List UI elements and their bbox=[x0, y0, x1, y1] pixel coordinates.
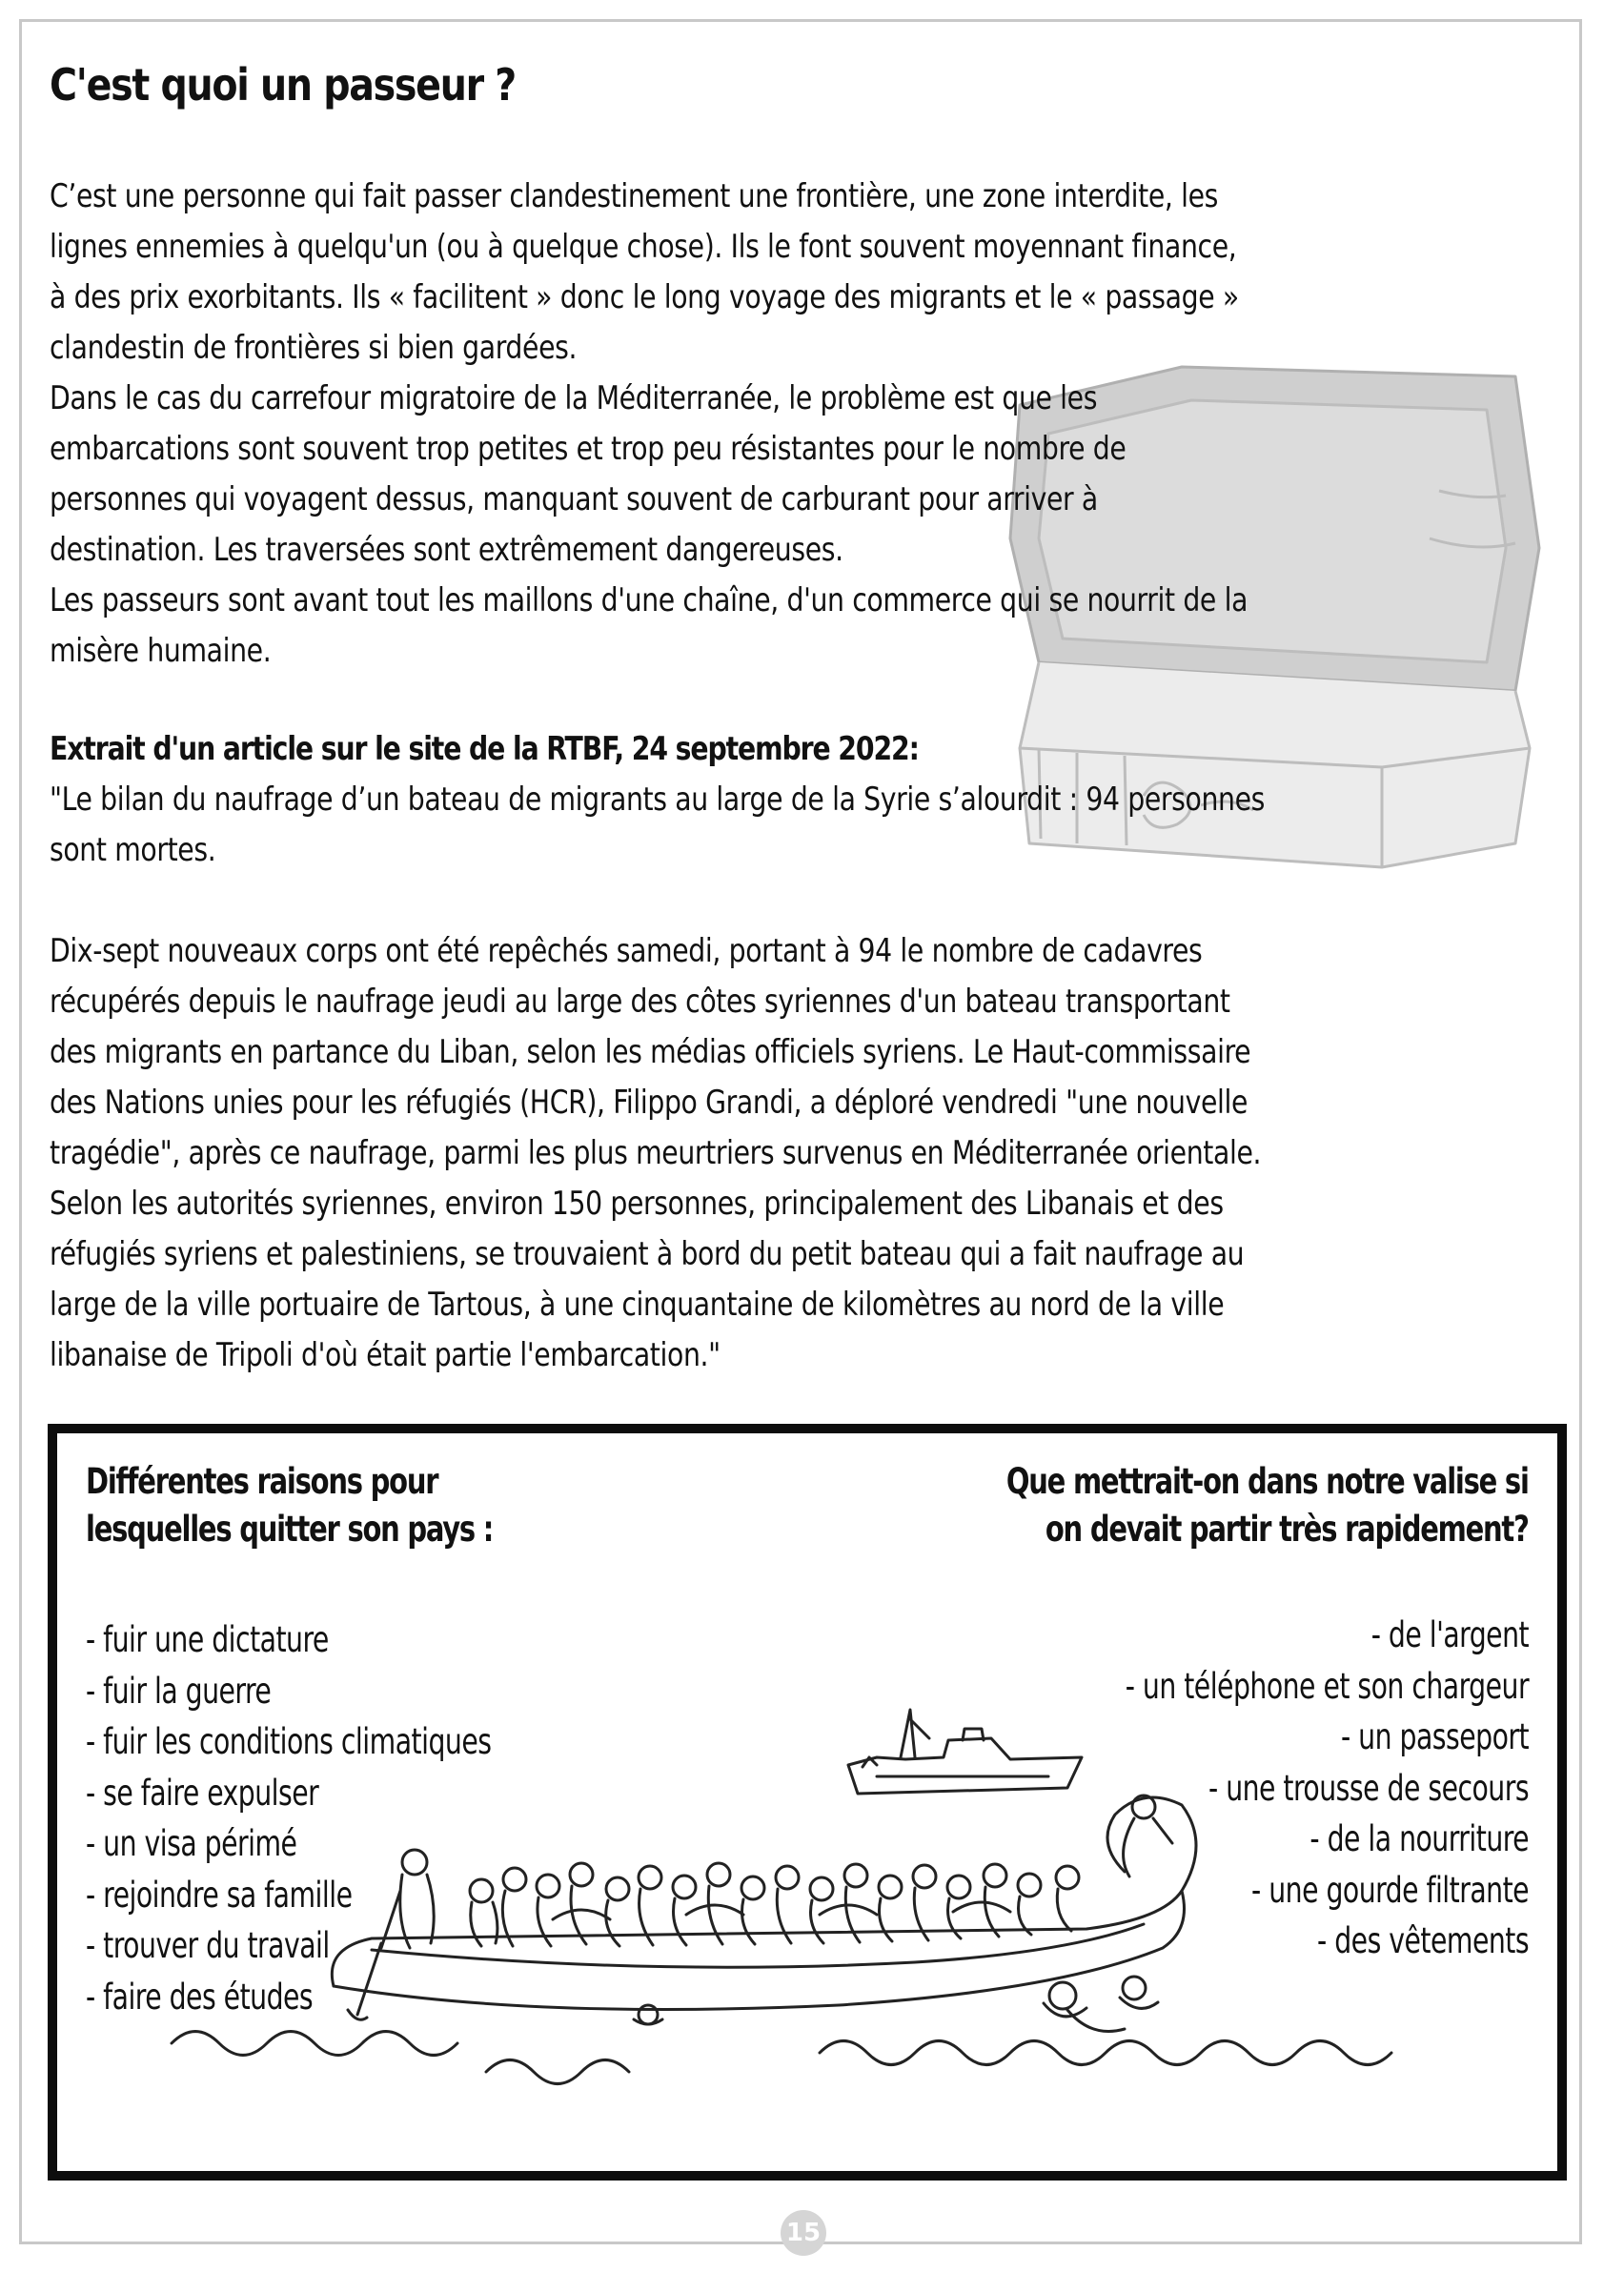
excerpt-body-line: Dix-sept nouveaux corps ont été repêchés samedi, portant à 94 le nombre de cadavres bbox=[50, 932, 1203, 970]
excerpt-body-line: tragédie", après ce naufrage, parmi les plus meurtriers survenus en Méditerranée orientale. bbox=[50, 1134, 1262, 1172]
intro-line: à des prix exorbitants. Ils « facilitent » donc le long voyage des migrants et le « passage » bbox=[50, 278, 1239, 316]
page-title: C'est quoi un passeur ? bbox=[50, 59, 516, 111]
list-item: - rejoindre sa famille bbox=[86, 1874, 353, 1916]
excerpt-body-line: réfugiés syriens et palestiniens, se trouvaient à bord du petit bateau qui a fait naufrage au bbox=[50, 1235, 1245, 1273]
suitcase-heading-line: Que mettrait-on dans notre valise si bbox=[1006, 1461, 1529, 1502]
intro-line: lignes ennemies à quelqu'un (ou à quelque chose). Ils le font souvent moyennant finance, bbox=[50, 228, 1237, 266]
list-item: - fuir une dictature bbox=[86, 1619, 329, 1660]
excerpt-lead-line: sont mortes. bbox=[50, 831, 216, 869]
excerpt-body-line: Selon les autorités syriennes, environ 150 personnes, principalement des Libanais et des bbox=[50, 1185, 1224, 1223]
article-excerpt bbox=[50, 724, 1495, 1381]
list-item: - une trousse de secours bbox=[1208, 1767, 1529, 1809]
list-item: - faire des études bbox=[86, 1976, 314, 2018]
reasons-heading bbox=[86, 1458, 493, 1553]
list-item: - de l'argent bbox=[1370, 1614, 1529, 1655]
list-item: - trouver du travail bbox=[86, 1925, 330, 1966]
intro-line: destination. Les traversées sont extrêmement dangereuses. bbox=[50, 531, 843, 569]
list-item: - un passeport bbox=[1340, 1716, 1529, 1757]
intro-line: Dans le cas du carrefour migratoire de la Méditerranée, le problème est que les bbox=[50, 379, 1098, 417]
intro-line: Les passeurs sont avant tout les maillons d'une chaîne, d'un commerce qui se nourrit de la bbox=[50, 581, 1248, 619]
ship-illustration bbox=[848, 1710, 1082, 1794]
excerpt-body-line: des Nations unies pour les réfugiés (HCR), Filippo Grandi, a déploré vendredi "une nouvelle bbox=[50, 1084, 1248, 1122]
list-item: - fuir les conditions climatiques bbox=[86, 1721, 492, 1762]
list-item: - un visa périmé bbox=[86, 1823, 297, 1864]
page-number-badge: 15 bbox=[781, 2210, 826, 2256]
excerpt-lead-line: "Le bilan du naufrage d’un bateau de migrants au large de la Syrie s’alourdit : 94 personnes bbox=[50, 781, 1265, 819]
reasons-heading-line: lesquelles quitter son pays : bbox=[86, 1509, 494, 1550]
excerpt-body-line: libanaise de Tripoli d'où était partie l'embarcation." bbox=[50, 1336, 721, 1374]
paragraph-gap bbox=[50, 876, 1495, 926]
excerpt-heading: Extrait d'un article sur le site de la RTBF, 24 septembre 2022: bbox=[50, 730, 919, 768]
reasons-list bbox=[86, 1614, 491, 2022]
list-item: - un téléphone et son chargeur bbox=[1125, 1665, 1529, 1707]
intro-line: misère humaine. bbox=[50, 632, 272, 670]
suitcase-list bbox=[1126, 1610, 1529, 1967]
excerpt-body-line: large de la ville portuaire de Tartous, à une cinquantaine de kilomètres au nord de la ville bbox=[50, 1286, 1225, 1324]
intro-line: embarcations sont souvent trop petites et trop peu résistantes pour le nombre de bbox=[50, 430, 1127, 468]
suitcase-heading-line: on devait partir très rapidement? bbox=[1045, 1509, 1529, 1550]
list-item: - fuir la guerre bbox=[86, 1670, 272, 1712]
list-item: - se faire expulser bbox=[86, 1772, 319, 1814]
intro-line: C’est une personne qui fait passer clandestinement une frontière, une zone interdite, les bbox=[50, 177, 1219, 215]
suitcase-heading bbox=[1006, 1458, 1529, 1553]
list-item: - des vêtements bbox=[1316, 1920, 1529, 1961]
excerpt-body-line: des migrants en partance du Liban, selon les médias officiels syriens. Le Haut-commissaire bbox=[50, 1033, 1251, 1071]
excerpt-body-line: récupérés depuis le naufrage jeudi au large des côtes syriennes d'un bateau transportant bbox=[50, 983, 1230, 1021]
list-item: - une gourde filtrante bbox=[1250, 1869, 1529, 1911]
info-box bbox=[48, 1424, 1567, 2181]
list-item: - de la nourriture bbox=[1309, 1818, 1529, 1859]
intro-paragraph bbox=[50, 172, 1495, 677]
intro-line: clandestin de frontières si bien gardées. bbox=[50, 329, 578, 367]
intro-line: personnes qui voyagent dessus, manquant souvent de carburant pour arriver à bbox=[50, 480, 1098, 518]
reasons-heading-line: Différentes raisons pour bbox=[86, 1461, 438, 1502]
